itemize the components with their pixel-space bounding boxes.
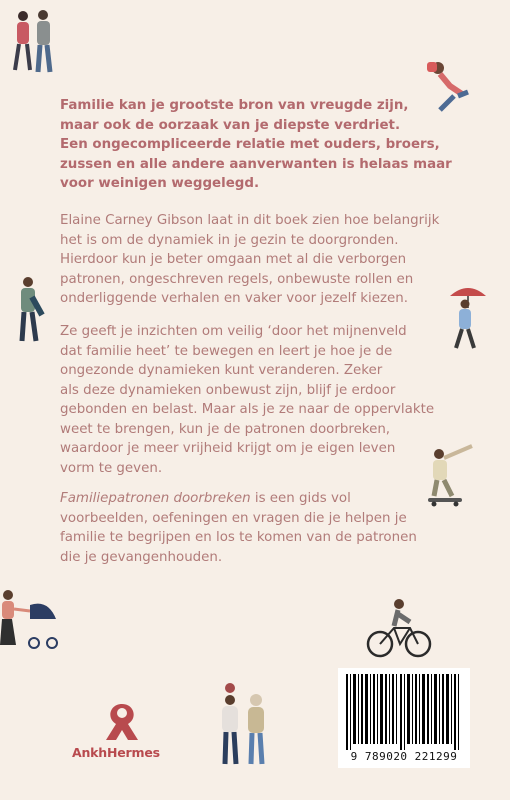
cyclist-illustration xyxy=(366,598,432,660)
lead-line: Familie kan je grootste bron van vreugde zijn, xyxy=(60,98,409,113)
lead-line: voor weinigen weggelegd. xyxy=(60,176,260,191)
body-line: gebonden en belast. Maar als je ze naar de oppervlakte xyxy=(60,402,435,417)
paragraph-guide xyxy=(60,489,460,567)
body-line: die je gevangenhouden. xyxy=(60,549,223,565)
body-line: weet te brengen, kun je de patronen doorbreken, xyxy=(60,421,391,437)
family-group-illustration xyxy=(212,680,274,766)
woman-with-pram-illustration xyxy=(0,585,62,651)
body-line: waardoor je meer vrijheid krijgt om je eigen leven xyxy=(60,441,396,456)
paragraph-insights xyxy=(60,322,460,478)
body-line: dat familie heet’ te bewegen en leert je hoe je de xyxy=(60,343,393,359)
body-line: als deze dynamieken onbewust zijn, blijf je erdoor xyxy=(60,382,396,398)
lead-paragraph xyxy=(60,96,460,194)
barcode-bars-icon xyxy=(338,668,470,750)
paragraph-author xyxy=(60,211,460,309)
body-line: voorbeelden, oefeningen en vragen die je helpen je xyxy=(60,510,407,526)
body-line: Ze geeft je inzichten om veilig ‘door het mijnenveld xyxy=(60,324,407,339)
body-line: Elaine Carney Gibson laat in dit boek zien hoe belangrijk xyxy=(60,213,440,228)
lead-line: maar ook de oorzaak van je diepste verdriet. xyxy=(60,117,401,133)
body-line: Hierdoor kun je beter omgaan met al die verborgen xyxy=(60,252,407,267)
body-line: familie te begrijpen en los te komen van de patronen xyxy=(60,530,417,545)
body-line: ongezonde dynamieken kunt veranderen. Zeker xyxy=(60,363,383,378)
body-line: het is om de dynamiek in je gezin te doorgronden. xyxy=(60,232,399,248)
publisher-name: AnkhHermes xyxy=(72,745,160,760)
man-with-jacket-illustration xyxy=(10,275,50,345)
book-title-italic: Familiepatronen doorbreken xyxy=(60,491,251,506)
walking-couple-illustration xyxy=(10,8,60,78)
body-line: onderliggende verhalen en vaker voor jezelf kiezen. xyxy=(60,291,409,306)
lead-line: Een ongecompliceerde relatie met ouders, broers, xyxy=(60,137,440,152)
isbn-number: 9 789020 221299 xyxy=(338,750,470,763)
body-line: patronen, ongeschreven regels, onbewuste rollen en xyxy=(60,271,414,287)
lead-line: zussen en alle andere aanverwanten is helaas maar xyxy=(60,156,452,172)
body-line: is een gids vol xyxy=(250,491,351,506)
body-line: vorm te geven. xyxy=(60,460,163,476)
